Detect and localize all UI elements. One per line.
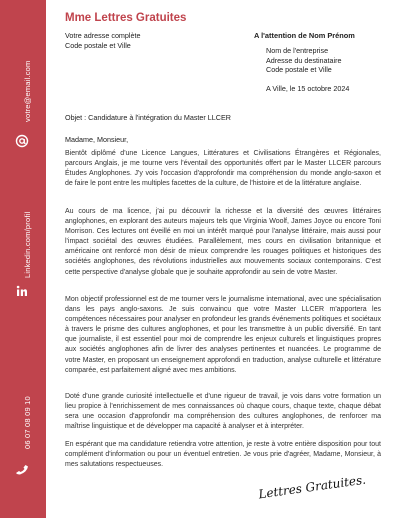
linkedin-icon bbox=[14, 283, 30, 299]
signature: Lettres Gratuites. bbox=[257, 472, 367, 502]
recipient-city: Code postale et Ville bbox=[266, 65, 332, 74]
letter-subject: Objet : Candidature à l'intégration du Master LLCER bbox=[65, 113, 231, 122]
phone-icon bbox=[14, 462, 30, 478]
sender-city: Code postale et Ville bbox=[65, 40, 131, 50]
letter-date: A Ville, le 15 octobre 2024 bbox=[266, 84, 350, 93]
paragraph-2: Au cours de ma licence, j'ai pu découvrir la richesse et la diversité des œuvres littéraires anglophones, en explorant des auteurs majeurs tels que Virginia Woolf, James Joyce ou encore Toni Morrison. Ces lectures ont éveillé en moi un intérêt marqué pour l'analyse littéraire, mais aussi pour l'impact sociétal des œuvres étudiées. Parallèlement, mes cours en civilisation britannique et américaine ont renforcé mon désir de mieux comprendre les rouages politiques et historiques des sociétés anglophones, des révolutions industrielles aux mouvements sociaux contemporains. C'est cette perspective d'analyse globale que je souhaite approfondir au sein de votre Master. bbox=[65, 208, 381, 276]
recipient-address: Adresse du destinataire bbox=[266, 55, 342, 65]
paragraph-4: Doté d'une grande curiosité intellectuelle et d'une rigueur de travail, je vois dans votre formation un lieu propice à l'enrichissement de mes connaissances où chaque cours, chaque texte, chaque débat sera une occasion d'approfondir ma compréhension des cultures anglophones, de renforcer ma maîtrise linguistique et de développer ma capacité à analyser et à interpréter. bbox=[65, 393, 381, 431]
paragraph-3: Mon objectif professionnel est de me tourner vers le journalisme international, avec une spécialisation dans les pays anglo-saxons. Je suis convaincu que votre Master LLCER m'apportera les compétences nécessaires pour analyser en profondeur les grands événements politiques et sociétaux à travers le prisme des cultures anglophones, et pour les transmettre à un public diversifié. En tant que journaliste, il est essentiel pour moi de comprendre les enjeux culturels et linguistiques propres aux sociétés anglophones afin de livrer des analyses pertinentes et nuancées. Le programme de votre Master, en proposant un enseignement approfondi en traduction, analyse culturelle et littérature comparée, est parfaitement aligné avec mes ambitions. bbox=[65, 296, 381, 374]
recipient-attention: A l'attention de Nom Prénom bbox=[254, 31, 355, 40]
paragraph-5: En espérant que ma candidature retiendra votre attention, je reste à votre entière disposition pour tout complément d'information ou pour un éventuel entretien. Je vous prie d'agréer, Madame, Monsieur, à mes salutations respectueuses. bbox=[65, 441, 381, 469]
phone-text: 06 07 08 09 10 bbox=[23, 396, 32, 449]
paragraph-1: Bientôt diplômé d'une Licence Langues, Littératures et Civilisations Étrangères et Régionales, parcours Anglais, je me tourne vers l'éventail des opportunités offert par le Master LLCER parcours Études Anglophones. J'y vois l'occasion d'approfondir ma compréhension du monde anglo-saxon et de faire le pont entre les multiples facettes de la culture, de l'histoire et de la littérature anglaise. bbox=[65, 150, 381, 188]
email-text: votre@email.com bbox=[23, 60, 32, 122]
sender-name: Mme Lettres Gratuites bbox=[65, 12, 187, 24]
letter-salutation: Madame, Monsieur, bbox=[65, 135, 129, 144]
recipient-block bbox=[266, 46, 342, 75]
at-icon bbox=[14, 133, 30, 149]
sender-block bbox=[65, 31, 141, 50]
linkedin-text: Linkedin.com/profil bbox=[23, 211, 32, 278]
sidebar bbox=[0, 0, 46, 518]
recipient-company: Nom de l'entreprise bbox=[266, 46, 329, 55]
sender-address: Votre adresse complète bbox=[65, 31, 141, 40]
